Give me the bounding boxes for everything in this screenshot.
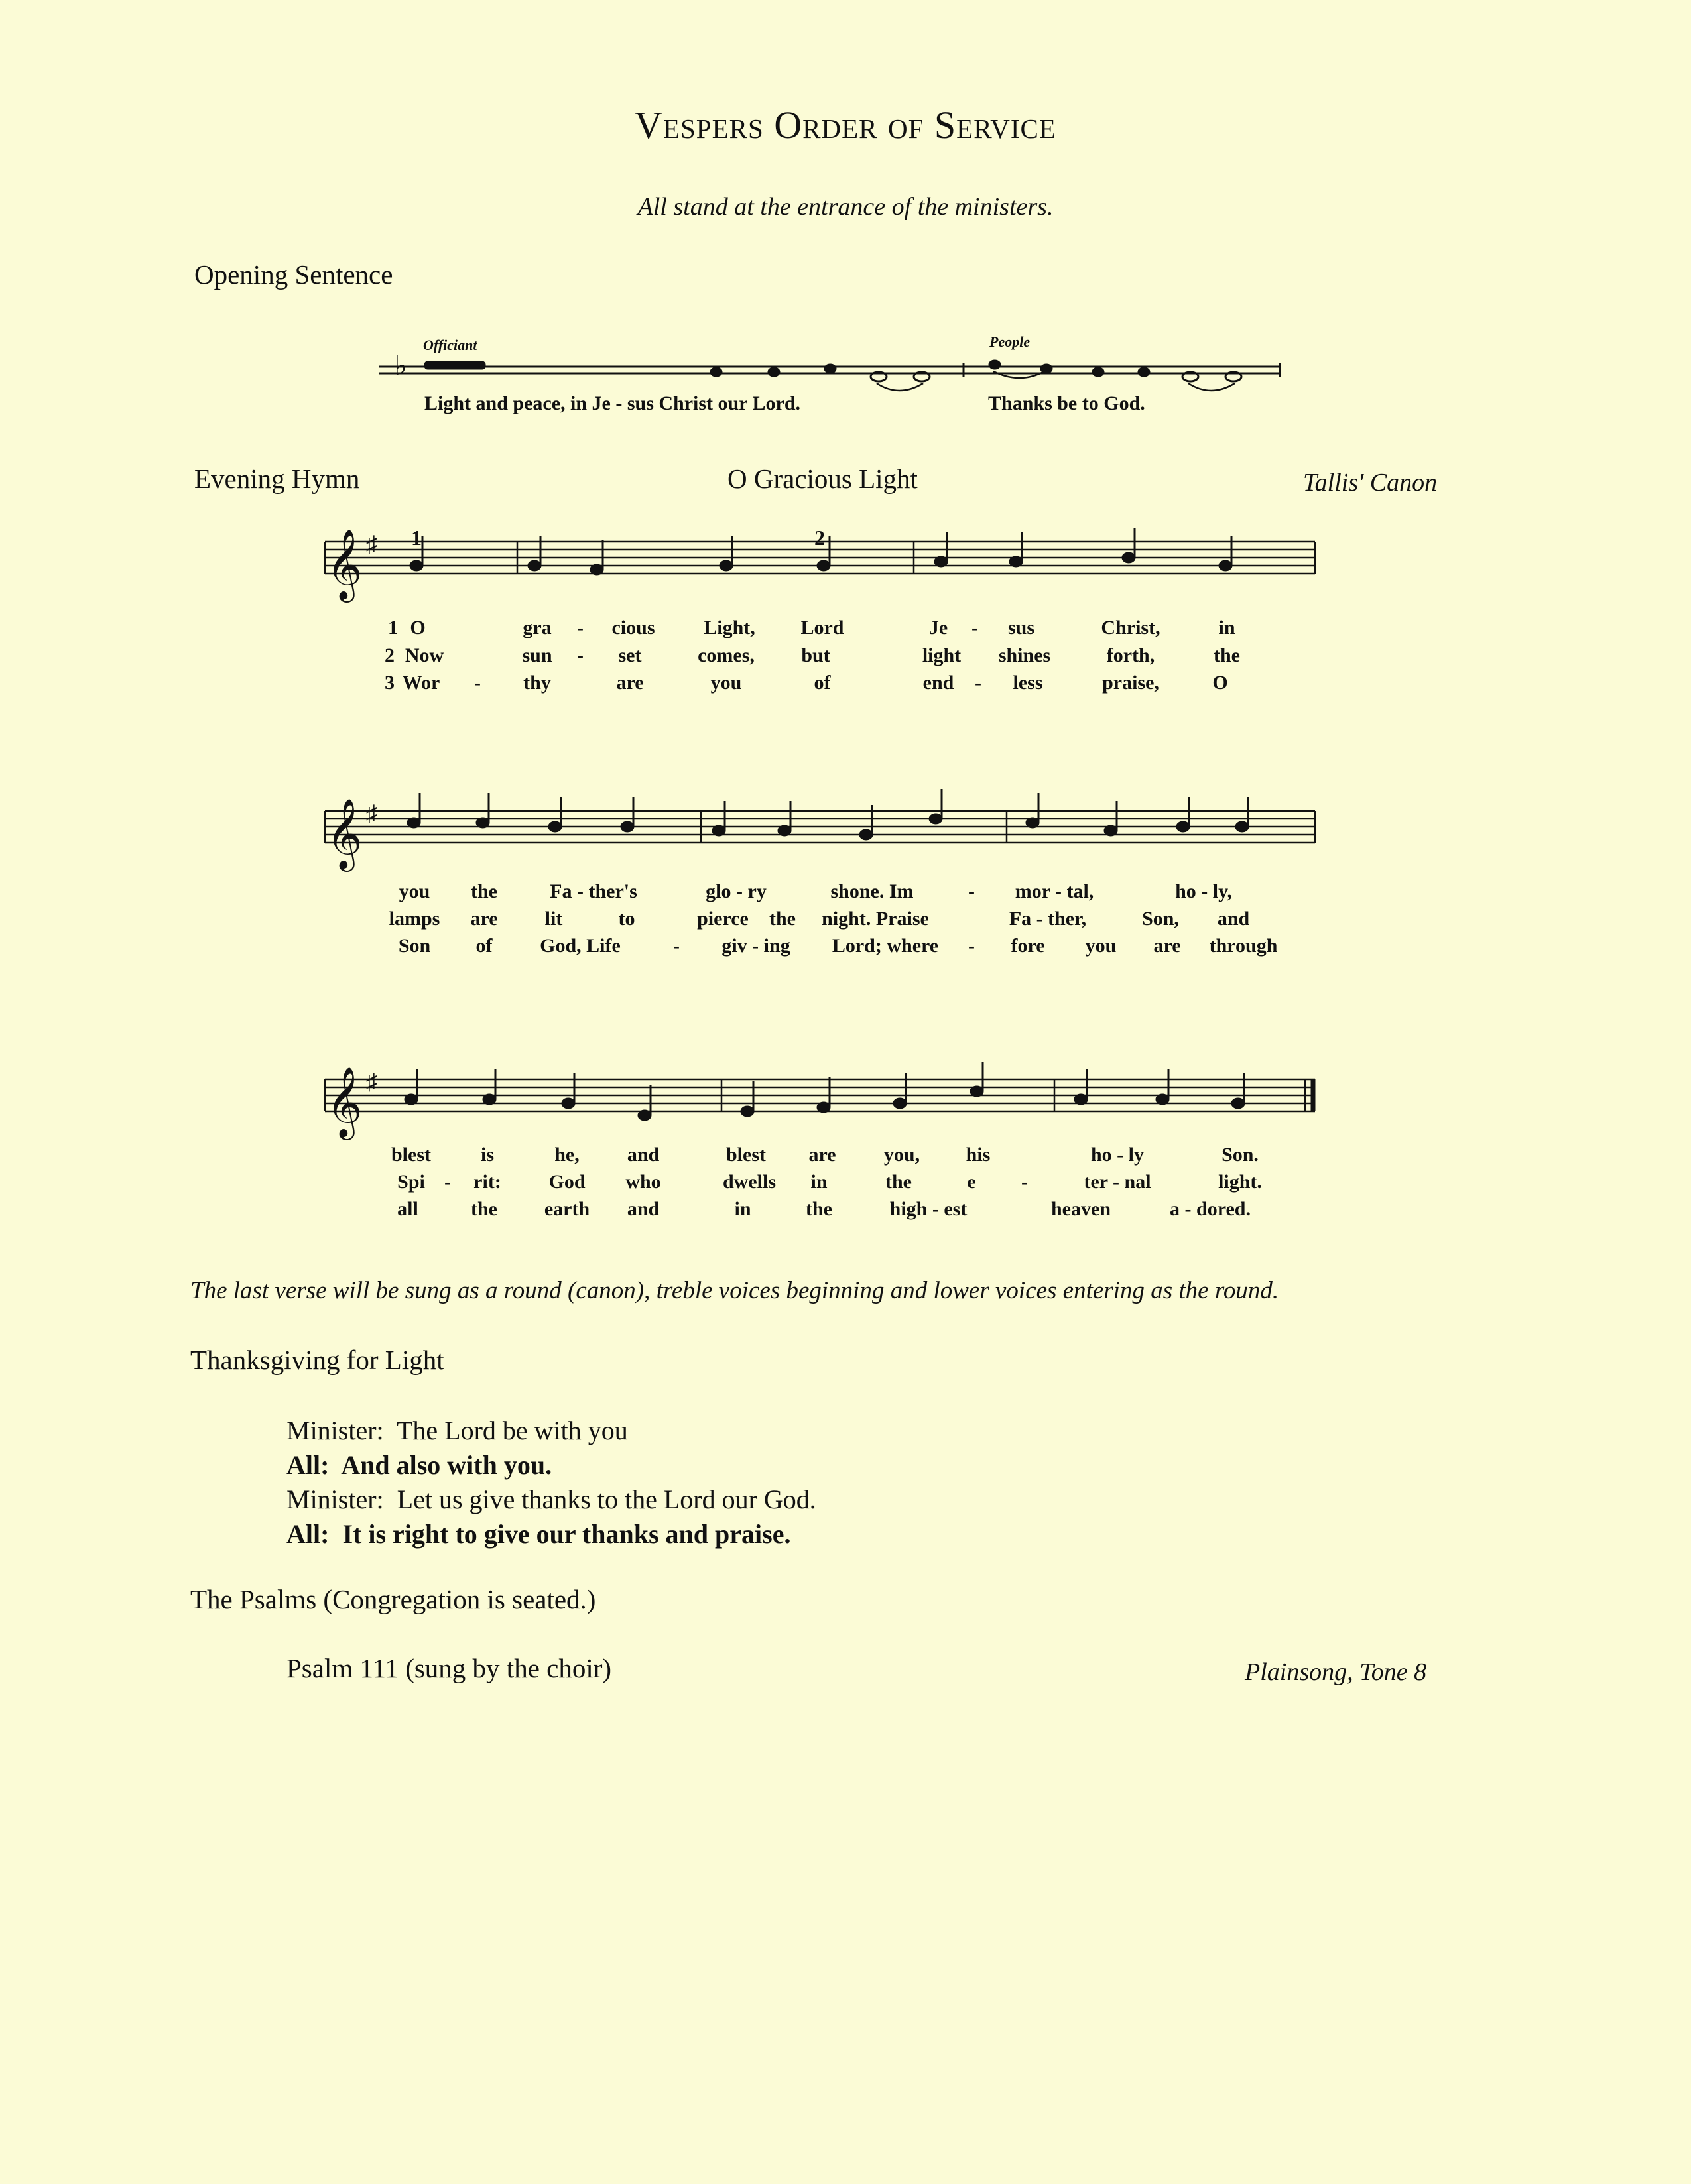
hymn-name: O Gracious Light: [727, 463, 918, 494]
lyric: a - dored.: [1170, 1198, 1251, 1220]
lyric: -: [968, 880, 975, 902]
lyric: Son,: [1142, 908, 1179, 930]
lyric: forth,: [1106, 644, 1155, 666]
lyric: -: [577, 644, 584, 666]
versicles: [286, 1414, 816, 1551]
officiant-text: Light and peace, in Je - sus Christ our Lord.: [424, 393, 801, 414]
lyric: Son.: [1221, 1144, 1259, 1166]
thanksgiving-heading: Thanksgiving for Light: [190, 1345, 444, 1375]
verse-number: 3: [385, 672, 395, 694]
lyric: set: [618, 644, 642, 666]
lyric: the: [806, 1198, 832, 1220]
lyric: -: [968, 935, 975, 957]
versicle-line: [286, 1483, 816, 1517]
lyric: through: [1209, 935, 1278, 957]
lyric: -: [975, 672, 981, 694]
entrance-rubric: All stand at the entrance of the ministers.: [637, 193, 1054, 221]
lyric: praise,: [1102, 672, 1159, 694]
lyric: -: [444, 1171, 451, 1193]
speaker: Minister:: [286, 1416, 384, 1445]
svg-text:𝄞: 𝄞: [326, 798, 363, 869]
lyric: to: [618, 908, 635, 930]
svg-text:♯: ♯: [366, 532, 377, 557]
versicle-line: [286, 1414, 816, 1448]
lyric: are: [808, 1144, 836, 1166]
lyric: blest: [726, 1144, 766, 1166]
lyric: -: [1021, 1171, 1028, 1193]
lyric: lamps: [389, 908, 440, 930]
lyric: light.: [1218, 1171, 1262, 1193]
canon-mark-1: 1: [411, 526, 422, 550]
lyric: -: [474, 672, 481, 694]
lyric: you,: [883, 1144, 920, 1166]
lyric: Fa - ther's: [550, 880, 637, 902]
lyric: night. Praise: [822, 908, 929, 930]
lyric: is: [480, 1144, 494, 1166]
psalms-heading: The Psalms (Congregation is seated.): [190, 1584, 596, 1614]
lyric: in: [734, 1198, 751, 1220]
lyric: Lord: [800, 617, 844, 638]
lyric: the: [885, 1171, 912, 1193]
versicle-text: The Lord be with you: [396, 1416, 628, 1445]
lyric: gra: [523, 617, 552, 638]
lyric: pierce: [697, 908, 749, 930]
versicle-text: Let us give thanks to the Lord our God.: [397, 1485, 816, 1514]
lyric: his: [966, 1144, 991, 1166]
hymn-staff-3: [325, 1062, 1315, 1140]
response-text: And also with you.: [341, 1450, 552, 1480]
psalm-tone: Plainsong, Tone 8: [1245, 1658, 1427, 1686]
lyric: sus: [1007, 617, 1035, 638]
lyric: Wor: [402, 672, 440, 694]
lyric: are: [1153, 935, 1181, 957]
lyric: cious: [611, 617, 655, 638]
lyric: end: [922, 672, 954, 694]
svg-text:𝄞: 𝄞: [326, 1066, 363, 1137]
lyric: fore: [1011, 935, 1045, 957]
officiant-label: Officiant: [423, 337, 477, 353]
speaker: All:: [286, 1450, 330, 1480]
lyric: and: [627, 1198, 660, 1220]
canon-mark-2: 2: [814, 526, 825, 550]
lyric: Lord; where: [832, 935, 939, 957]
lyric: all: [397, 1198, 418, 1220]
lyric: Spi: [397, 1171, 425, 1193]
svg-text:♯: ♯: [366, 802, 377, 826]
lyric: less: [1013, 672, 1043, 694]
response-line: [286, 1448, 816, 1483]
lyric: God: [548, 1171, 586, 1193]
evening-hymn-heading: Evening Hymn: [194, 463, 360, 494]
lyric: Christ,: [1101, 617, 1160, 638]
lyric: the: [471, 880, 497, 902]
people-label: People: [989, 334, 1031, 350]
lyric: of: [475, 935, 493, 957]
lyric: and: [1217, 908, 1250, 930]
lyric: mor - tal,: [1015, 880, 1094, 902]
lyric: thy: [523, 672, 551, 694]
lyric: in: [1218, 617, 1235, 638]
svg-text:♯: ♯: [366, 1070, 377, 1095]
lyric: but: [801, 644, 830, 666]
lyric: of: [814, 672, 831, 694]
lyric: Now: [405, 644, 444, 666]
round-note: The last verse will be sung as a round (canon), treble voices beginning and lower voices entering as the round.: [190, 1277, 1279, 1304]
lyric: dwells: [722, 1171, 776, 1193]
verse-number: 2: [385, 644, 395, 666]
lyric: blest: [391, 1144, 431, 1166]
lyric: ho - ly,: [1175, 880, 1232, 902]
lyric: Fa - ther,: [1009, 908, 1087, 930]
lyric: in: [810, 1171, 828, 1193]
lyric: God, Life: [540, 935, 621, 957]
lyric: comes,: [698, 644, 755, 666]
svg-text:𝄞: 𝄞: [326, 528, 363, 599]
lyric: earth: [544, 1198, 590, 1220]
lyric: are: [470, 908, 498, 930]
lyric: you: [710, 672, 742, 694]
people-text: Thanks be to God.: [988, 393, 1145, 414]
response-line: [286, 1517, 816, 1551]
svg-text:♭: ♭: [395, 351, 407, 381]
lyric: who: [625, 1171, 661, 1193]
lyric: e: [967, 1171, 976, 1193]
lyric: rit:: [473, 1171, 501, 1193]
lyric: giv - ing: [721, 935, 790, 957]
lyric: heaven: [1051, 1198, 1111, 1220]
lyric: high - est: [889, 1198, 968, 1220]
lyric: Son: [398, 935, 431, 957]
verse-number: 1: [388, 617, 398, 638]
speaker: All:: [286, 1519, 330, 1549]
lyric: sun: [522, 644, 552, 666]
lyric: and: [627, 1144, 660, 1166]
hymn-tune: Tallis' Canon: [1303, 469, 1438, 497]
lyric: shone. Im: [830, 880, 914, 902]
lyric: O: [1212, 672, 1228, 694]
chant-staff: [379, 351, 1280, 391]
lyric: Light,: [704, 617, 755, 638]
lyric: are: [616, 672, 644, 694]
lyric: -: [577, 617, 584, 638]
lyric: light: [922, 644, 962, 666]
opening-sentence-heading: Opening Sentence: [194, 259, 393, 290]
lyric: you: [1085, 935, 1117, 957]
lyric: lit: [544, 908, 563, 930]
lyric: the: [1214, 644, 1240, 666]
lyric: Je: [928, 617, 948, 638]
page-title: Vespers Order of Service: [635, 103, 1056, 147]
psalm-item: Psalm 111 (sung by the choir): [286, 1653, 612, 1683]
lyric: O: [410, 617, 426, 638]
lyric: -: [673, 935, 680, 957]
lyric: ho - ly: [1090, 1144, 1144, 1166]
lyric: the: [471, 1198, 497, 1220]
lyric: he,: [554, 1144, 580, 1166]
speaker: Minister:: [286, 1485, 384, 1514]
lyric: you: [399, 880, 430, 902]
lyric: shines: [998, 644, 1051, 666]
response-text: It is right to give our thanks and praise.: [342, 1519, 791, 1549]
lyric: ter - nal: [1084, 1171, 1151, 1193]
lyric: -: [971, 617, 978, 638]
lyric: the: [769, 908, 796, 930]
hymn-staff-2: [325, 789, 1315, 872]
lyric: glo - ry: [706, 880, 767, 902]
